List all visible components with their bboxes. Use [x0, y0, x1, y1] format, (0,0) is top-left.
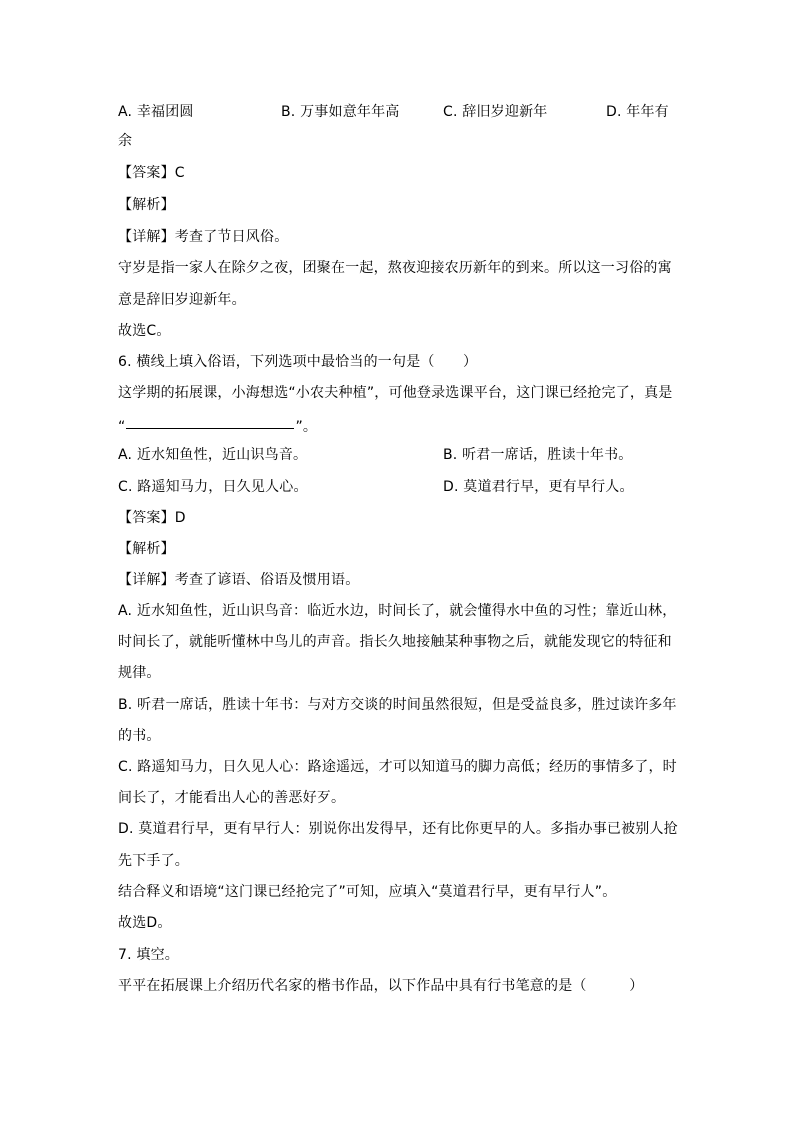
q6-stem: 6. 横线上填入俗语，下列选项中最恰当的一句是（ ）	[118, 354, 478, 370]
q6-summary: 结合释义和语境“这门课已经抢完了”可知，应填入“莫道君行早，更有早行人”。	[118, 884, 617, 900]
q5-option-c: C. 辞旧岁迎新年	[443, 104, 548, 120]
q6-explain-a-line-1: A. 近水知鱼性，近山识鸟音：临近水边，时间长了，就会懂得水中鱼的习性；靠近山林，	[118, 603, 677, 619]
q6-option-a: A. 近水知鱼性，近山识鸟音。	[118, 447, 308, 463]
q6-fill-blank	[126, 414, 294, 429]
q5-option-b: B. 万事如意年年高	[281, 104, 400, 120]
q6-conclusion: 故选D。	[118, 915, 172, 931]
q5-detail: 【详解】考查了节日风俗。	[118, 229, 289, 245]
q6-explain-a-line-3: 规律。	[118, 665, 161, 681]
q6-analysis-label: 【解析】	[118, 541, 175, 557]
q5-conclusion: 故选C。	[118, 323, 171, 339]
q5-option-d: D. 年年有	[606, 104, 669, 120]
q6-options-row-2	[118, 477, 678, 497]
q5-option-a: A. 幸福团圆	[118, 104, 194, 120]
q6-option-b: B. 听君一席话，胜读十年书。	[443, 447, 633, 463]
q5-analysis-label: 【解析】	[118, 197, 175, 213]
q5-explanation-line-2: 意是辞旧岁迎新年。	[118, 292, 246, 308]
q6-explain-b-line-1: B. 听君一席话，胜读十年书：与对方交谈的时间虽然很短，但是受益良多，胜过读许多年	[118, 697, 677, 713]
q6-explain-c-line-2: 间长了，才能看出人心的善恶好歹。	[118, 790, 346, 806]
q6-option-d: D. 莫道君行早，更有早行人。	[443, 479, 634, 495]
q7-stem: 7. 填空。	[118, 947, 180, 963]
q6-context: 这学期的拓展课，小海想选“小农夫种植”，可他登录选课平台，这门课已经抢完了，真是	[118, 385, 673, 401]
q6-explain-c-line-1: C. 路遥知马力，日久见人心：路途遥远，才可以知道马的脚力高低；经历的事情多了，时	[118, 759, 677, 775]
q6-explain-b-line-2: 的书。	[118, 728, 161, 744]
q6-option-c: C. 路遥知马力，日久见人心。	[118, 479, 308, 495]
q5-answer: 【答案】C	[118, 165, 185, 181]
q6-blank-line	[118, 414, 678, 434]
q7-question: 平平在拓展课上介绍历代名家的楷书作品，以下作品中具有行书笔意的是（ ）	[118, 978, 644, 994]
q6-explain-d-line-1: D. 莫道君行早，更有早行人：别说你出发得早，还有比你更早的人。多指办事已被别人抢	[118, 821, 678, 837]
q6-blank-open-quote: “	[118, 419, 126, 435]
q5-option-d-continued: 余	[118, 133, 133, 149]
q6-explain-a-line-2: 时间长了，就能听懂林中鸟儿的声音。指长久地接触某种事物之后，就能发现它的特征和	[118, 634, 672, 650]
q6-options-row-1	[118, 445, 678, 465]
q6-explain-d-line-2: 先下手了。	[118, 853, 189, 869]
q6-answer: 【答案】D	[118, 510, 186, 526]
q6-blank-close-quote: ”。	[295, 419, 318, 435]
q5-options-row	[118, 102, 678, 122]
q5-explanation-line-1: 守岁是指一家人在除夕之夜，团聚在一起，熬夜迎接农历新年的到来。所以这一习俗的寓	[118, 260, 672, 276]
q6-detail: 【详解】考查了谚语、俗语及惯用语。	[118, 572, 360, 588]
